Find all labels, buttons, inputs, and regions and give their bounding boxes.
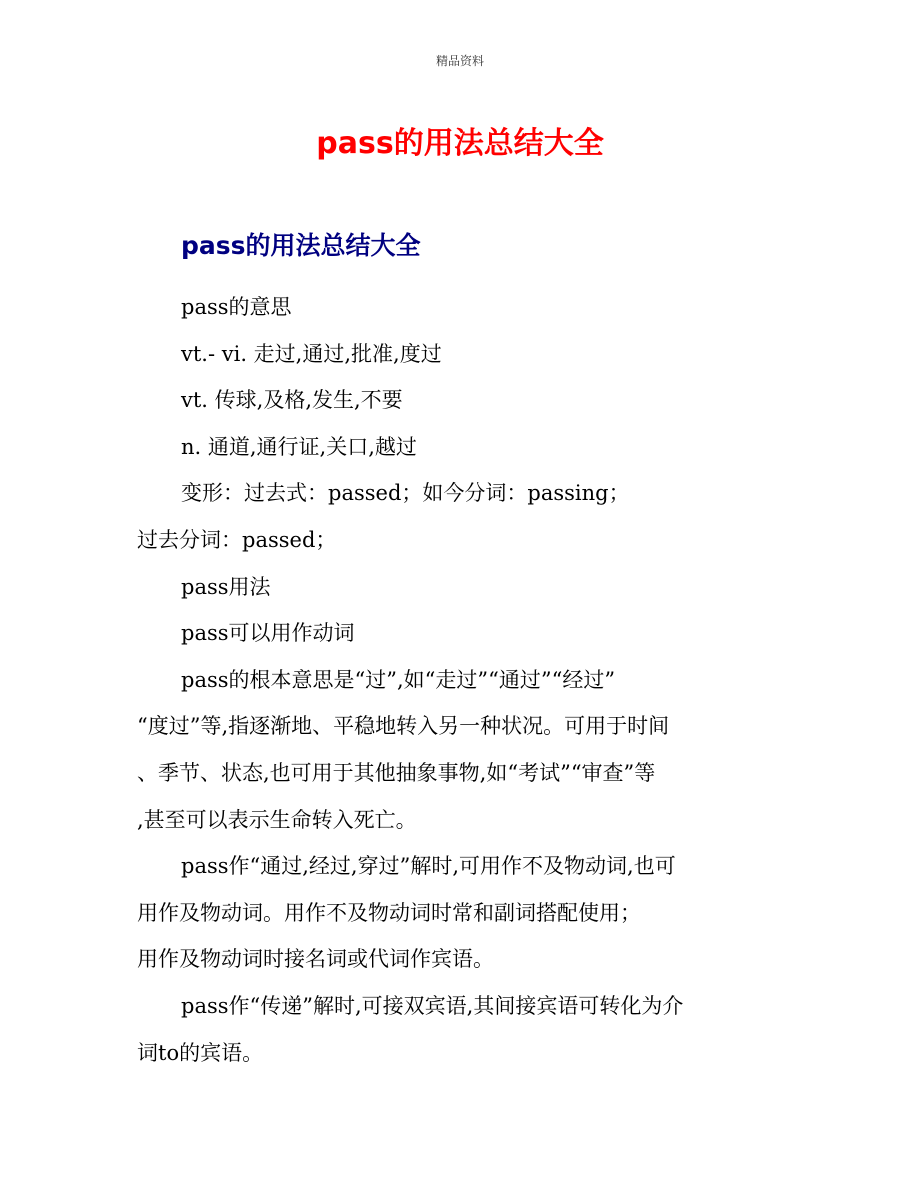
header-note: 精品资料 <box>435 54 484 68</box>
paragraph-line: 过去分词：passed； <box>137 527 337 552</box>
paragraph-line: vt. 传球,及格,发生,不要 <box>181 388 403 413</box>
paragraph-line: 用作及物动词。用作不及物动词时常和副词搭配使用； <box>137 900 641 925</box>
main-title: pass的用法总结大全 <box>316 126 604 161</box>
paragraph-line: ,甚至可以表示生命转入死亡。 <box>137 807 417 832</box>
paragraph-line: pass作“通过,经过,穿过”解时,可用作不及物动词,也可 <box>181 854 676 879</box>
body-text <box>137 284 787 1076</box>
paragraph-line: 用作及物动词时接名词或代词作宾语。 <box>137 947 494 972</box>
paragraph-line: 、季节、状态,也可用于其他抽象事物,如“考试”“审查”等 <box>137 760 656 785</box>
paragraph-line: 变形：过去式：passed；如今分词：passing； <box>181 481 630 506</box>
paragraph-line: n. 通道,通行证,关口,越过 <box>181 434 417 459</box>
paragraph-line: pass可以用作动词 <box>181 621 355 646</box>
paragraph-line: pass的意思 <box>181 295 292 319</box>
paragraph-line: 词to的宾语。 <box>137 1040 264 1065</box>
paragraph-line: pass的根本意思是“过”,如“走过”“通过”“经过” <box>181 667 616 692</box>
paragraph-line: vt.- vi. 走过,通过,批准,度过 <box>181 341 442 366</box>
paragraph-line: “度过”等,指逐渐地、平稳地转入另一种状况。可用于时间 <box>137 714 670 739</box>
paragraph-line: pass用法 <box>181 574 271 599</box>
section-title: pass的用法总结大全 <box>181 231 421 260</box>
paragraph-line: pass作“传递”解时,可接双宾语,其间接宾语可转化为介 <box>181 993 684 1018</box>
